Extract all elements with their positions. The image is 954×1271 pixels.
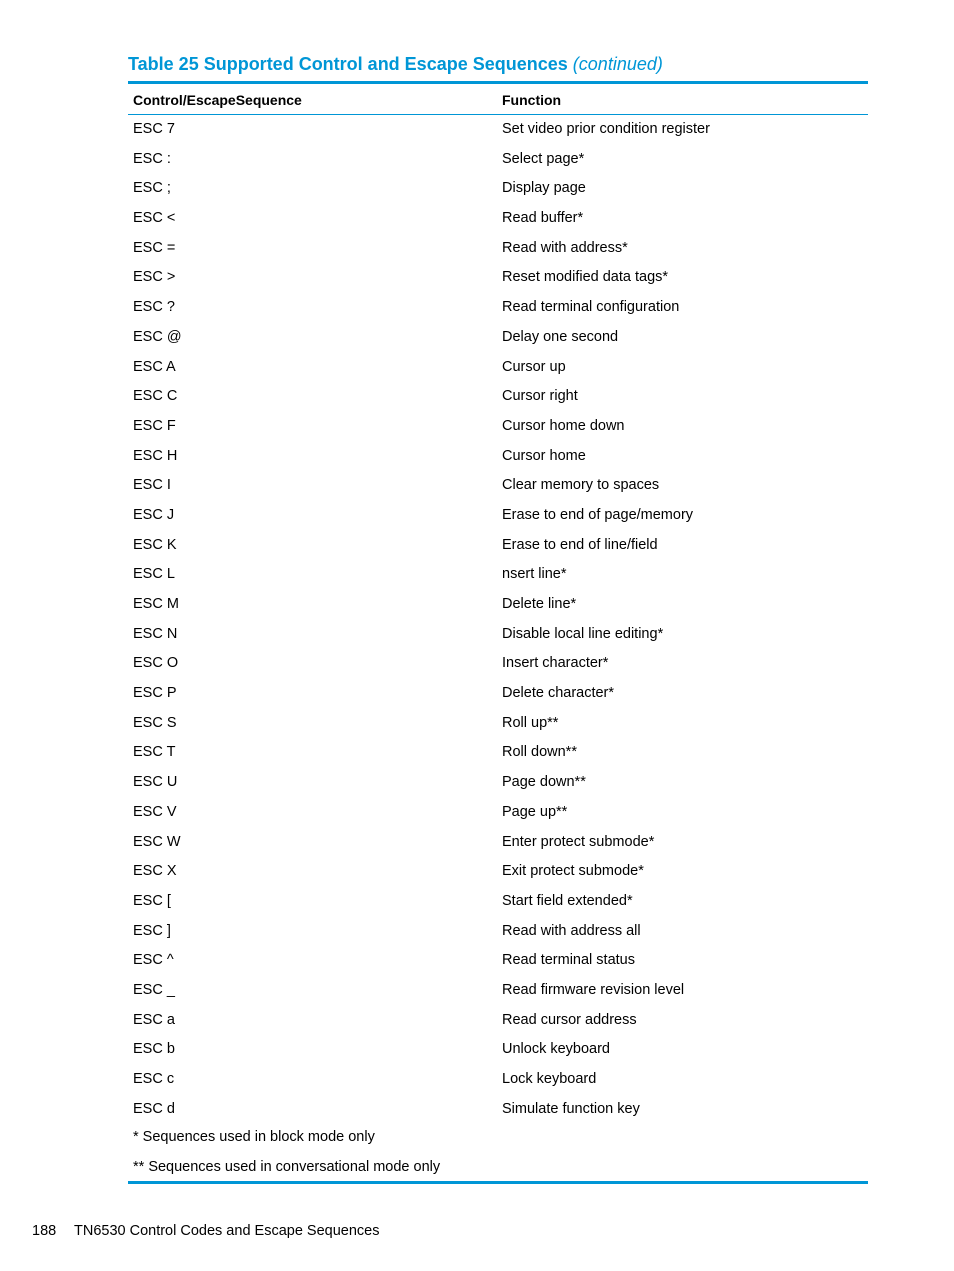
table-row bbox=[128, 531, 868, 561]
table-bottom-rule bbox=[128, 1181, 868, 1184]
table-row bbox=[128, 293, 868, 323]
table-row bbox=[128, 828, 868, 858]
sequence-cell: ESC J bbox=[133, 506, 175, 523]
table-row bbox=[128, 738, 868, 768]
function-cell: Cursor up bbox=[502, 358, 566, 375]
table-row bbox=[128, 471, 868, 501]
function-cell: Lock keyboard bbox=[502, 1071, 597, 1087]
function-cell: Exit protect submode* bbox=[502, 863, 644, 880]
table-body bbox=[128, 115, 868, 1124]
function-cell: Page down** bbox=[502, 774, 586, 791]
function-cell: nsert line* bbox=[502, 566, 567, 583]
sequence-cell: ESC _ bbox=[133, 981, 175, 998]
function-cell: Read terminal configuration bbox=[502, 299, 680, 316]
function-cell: Reset modified data tags* bbox=[502, 269, 669, 286]
sequence-cell: ESC H bbox=[133, 447, 178, 464]
table-row bbox=[128, 709, 868, 739]
table-title bbox=[128, 54, 663, 75]
function-cell: Read cursor address bbox=[502, 1011, 637, 1028]
table-row bbox=[128, 204, 868, 234]
function-cell: Disable local line editing* bbox=[502, 625, 664, 642]
function-cell: Read firmware revision level bbox=[502, 981, 685, 998]
function-cell: Read buffer* bbox=[502, 210, 584, 227]
table-row bbox=[128, 145, 868, 175]
function-cell: Erase to end of page/memory bbox=[502, 506, 694, 523]
table-row bbox=[128, 946, 868, 976]
table-row bbox=[128, 1006, 868, 1036]
function-cell: Simulate function key bbox=[502, 1100, 640, 1117]
table-header bbox=[128, 84, 868, 114]
page-number: 188 bbox=[32, 1223, 57, 1239]
table-note-conversational-mode: ** Sequences used in conversational mode only bbox=[133, 1159, 441, 1175]
table-row bbox=[128, 917, 868, 947]
function-cell: Enter protect submode* bbox=[502, 833, 655, 850]
function-cell: Select page* bbox=[502, 150, 585, 167]
sequence-cell: ESC = bbox=[133, 239, 176, 256]
table-row bbox=[128, 1095, 868, 1125]
sequence-cell: ESC X bbox=[133, 863, 177, 880]
function-cell: Display page bbox=[502, 180, 586, 197]
sequence-cell: ESC O bbox=[133, 655, 179, 672]
table-row bbox=[128, 412, 868, 442]
sequence-cell: ESC ^ bbox=[133, 952, 174, 969]
function-cell: Delete line* bbox=[502, 596, 577, 612]
function-cell: Read terminal status bbox=[502, 952, 635, 969]
function-cell: Delay one second bbox=[502, 328, 619, 345]
sequence-cell: ESC ; bbox=[133, 180, 171, 197]
sequence-cell: ESC b bbox=[133, 1041, 175, 1058]
table-row bbox=[128, 590, 868, 620]
sequence-cell: ESC U bbox=[133, 774, 178, 791]
sequence-cell: ESC 7 bbox=[133, 121, 175, 137]
sequence-cell: ESC V bbox=[133, 803, 177, 820]
table-row bbox=[128, 887, 868, 917]
sequence-cell: ESC S bbox=[133, 714, 177, 731]
table-row bbox=[128, 382, 868, 412]
function-cell: Insert character* bbox=[502, 655, 609, 672]
function-cell: Erase to end of line/field bbox=[502, 536, 658, 553]
function-cell: Cursor home down bbox=[502, 417, 625, 434]
function-cell: Read with address* bbox=[502, 239, 628, 256]
sequence-cell: ESC L bbox=[133, 566, 175, 583]
function-cell: Start field extended* bbox=[502, 892, 633, 909]
function-cell: Roll up** bbox=[502, 714, 559, 731]
sequence-cell: ESC A bbox=[133, 358, 176, 375]
sequence-cell: ESC F bbox=[133, 417, 176, 434]
sequence-cell: ESC [ bbox=[133, 892, 171, 909]
sequence-cell: ESC K bbox=[133, 536, 177, 553]
table-row bbox=[128, 679, 868, 709]
table-row bbox=[128, 649, 868, 679]
table-row bbox=[128, 501, 868, 531]
table-title-continued: (continued) bbox=[572, 54, 663, 74]
table-row bbox=[128, 560, 868, 590]
sequence-cell: ESC N bbox=[133, 625, 178, 642]
sequence-cell: ESC ] bbox=[133, 922, 171, 939]
table-row bbox=[128, 798, 868, 828]
table-row bbox=[128, 442, 868, 472]
sequence-cell: ESC : bbox=[133, 150, 171, 167]
table-title-text: Table 25 Supported Control and Escape Sequences bbox=[128, 54, 568, 74]
table-row bbox=[128, 620, 868, 650]
table-row bbox=[128, 234, 868, 264]
table-row bbox=[128, 323, 868, 353]
sequence-cell: ESC I bbox=[133, 477, 171, 494]
table-row bbox=[128, 857, 868, 887]
function-cell: Clear memory to spaces bbox=[502, 477, 660, 494]
page-footer bbox=[32, 1223, 379, 1239]
function-cell: Page up** bbox=[502, 803, 568, 820]
sequence-cell: ESC W bbox=[133, 833, 181, 850]
function-cell: Roll down** bbox=[502, 744, 577, 761]
function-cell: Set video prior condition register bbox=[502, 121, 710, 137]
table-row bbox=[128, 1065, 868, 1095]
footer-section-title: TN6530 Control Codes and Escape Sequences bbox=[73, 1223, 380, 1239]
table-row bbox=[128, 115, 868, 145]
sequence-cell: ESC M bbox=[133, 596, 179, 612]
sequence-cell: ESC < bbox=[133, 210, 176, 227]
sequence-cell: ESC > bbox=[133, 269, 176, 286]
sequence-cell: ESC @ bbox=[133, 328, 182, 345]
table-row bbox=[128, 768, 868, 798]
sequence-cell: ESC T bbox=[133, 744, 176, 761]
function-cell: Cursor home bbox=[502, 447, 586, 464]
table-row bbox=[128, 1035, 868, 1065]
sequence-cell: ESC a bbox=[133, 1011, 175, 1028]
column-header-sequence: Control/EscapeSequence bbox=[133, 92, 302, 108]
table-note-block-mode: * Sequences used in block mode only bbox=[133, 1129, 375, 1145]
sequence-cell: ESC d bbox=[133, 1100, 175, 1117]
table-row bbox=[128, 976, 868, 1006]
table-row bbox=[128, 263, 868, 293]
table-row bbox=[128, 174, 868, 204]
sequence-cell: ESC c bbox=[133, 1071, 175, 1087]
function-cell: Unlock keyboard bbox=[502, 1041, 610, 1058]
table-row bbox=[128, 353, 868, 383]
sequence-cell: ESC P bbox=[133, 685, 177, 702]
function-cell: Cursor right bbox=[502, 388, 578, 405]
function-cell: Read with address all bbox=[502, 922, 641, 939]
column-header-function: Function bbox=[502, 92, 562, 108]
sequence-cell: ESC C bbox=[133, 388, 178, 405]
sequence-cell: ESC ? bbox=[133, 299, 175, 316]
function-cell: Delete character* bbox=[502, 685, 615, 702]
